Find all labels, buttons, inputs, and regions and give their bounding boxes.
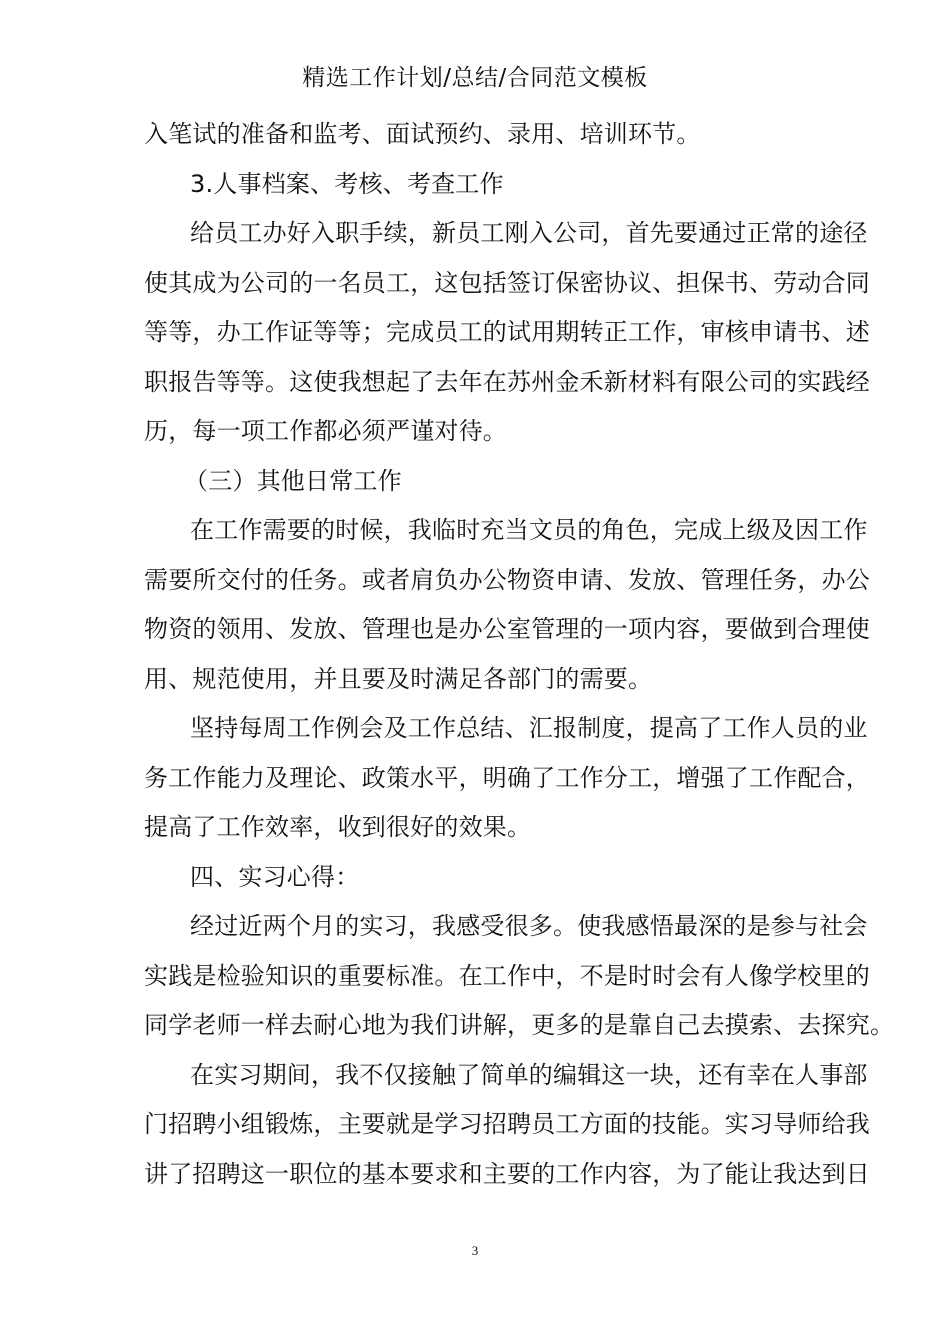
- paragraph-line: 坚持每周工作例会及工作总结、汇报制度，提高了工作人员的业: [190, 714, 868, 742]
- paragraph-line: 入笔试的准备和监考、面试预约、录用、培训环节。: [144, 120, 701, 148]
- paragraph-line: 需要所交付的任务。或者肩负办公物资申请、发放、管理任务，办公: [144, 565, 870, 594]
- paragraph-line: 历，每一项工作都必须严谨对待。: [144, 417, 507, 445]
- page-header-title: 精选工作计划/总结/合同范文模板: [302, 65, 648, 91]
- document-body: [144, 110, 895, 1199]
- section-heading: 3.人事档案、考核、考查工作: [190, 169, 504, 198]
- paragraph-line: 物资的领用、发放、管理也是办公室管理的一项内容，要做到合理使: [144, 615, 870, 643]
- paragraph-line: 职报告等等。这使我想起了去年在苏州金禾新材料有限公司的实践经: [144, 367, 870, 396]
- paragraph-line: 等等，办工作证等等；完成员工的试用期转正工作，审核申请书、述: [144, 318, 870, 346]
- paragraph-line: 使其成为公司的一名员工，这包括签订保密协议、担保书、劳动合同: [144, 268, 870, 297]
- section-heading: 四、实习心得：: [190, 862, 360, 891]
- paragraph-line: 提高了工作效率，收到很好的效果。: [144, 813, 532, 841]
- paragraph-line: 同学老师一样去耐心地为我们讲解，更多的是靠自己去摸索、去探究。: [144, 1011, 895, 1039]
- paragraph-line: 经过近两个月的实习，我感受很多。使我感悟最深的是参与社会: [190, 912, 868, 940]
- section-heading: （三）其他日常工作: [184, 466, 402, 495]
- paragraph-line: 实践是检验知识的重要标准。在工作中，不是时时会有人像学校里的: [144, 961, 870, 990]
- paragraph-line: 在工作需要的时候，我临时充当文员的角色，完成上级及因工作: [190, 516, 868, 544]
- paragraph-line: 在实习期间，我不仅接触了简单的编辑这一块，还有幸在人事部: [190, 1060, 868, 1089]
- page-number: 3: [471, 1243, 479, 1258]
- paragraph-line: 用、规范使用，并且要及时满足各部门的需要。: [144, 664, 653, 693]
- paragraph-line: 务工作能力及理论、政策水平，明确了工作分工，增强了工作配合，: [144, 763, 870, 792]
- paragraph-line: 给员工办好入职手续，新员工刚入公司，首先要通过正常的途径: [190, 219, 868, 247]
- paragraph-line: 讲了招聘这一职位的基本要求和主要的工作内容，为了能让我达到日: [144, 1159, 870, 1188]
- paragraph-line: 门招聘小组锻炼，主要就是学习招聘员工方面的技能。实习导师给我: [144, 1110, 870, 1138]
